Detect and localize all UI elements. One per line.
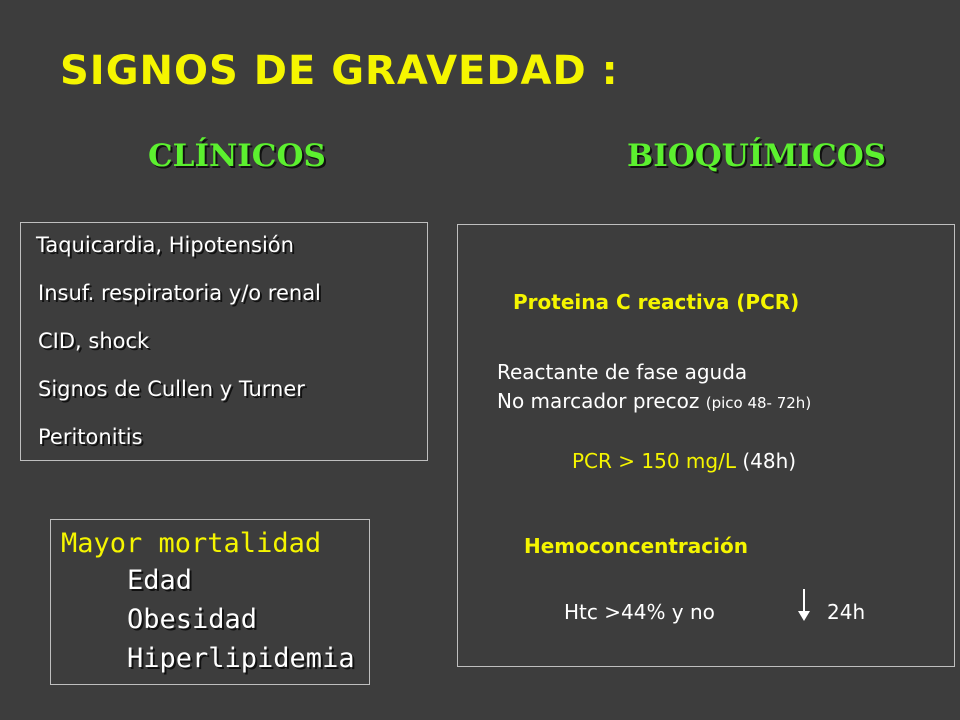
- pcr-title: Proteina C reactiva (PCR): [513, 290, 800, 314]
- hemo-title: Hemoconcentración: [524, 534, 748, 558]
- mortalidad-item: Edad: [127, 565, 193, 596]
- mortalidad-item: Hiperlipidemia: [127, 643, 355, 674]
- clinicos-item: Insuf. respiratoria y/o renal: [38, 281, 321, 305]
- slide-title: SIGNOS DE GRAVEDAD :: [60, 48, 619, 94]
- clinicos-heading: CLÍNICOS: [148, 138, 326, 174]
- htc-left: Htc >44% y no: [564, 600, 715, 624]
- pcr-threshold-time: (48h): [735, 449, 797, 473]
- clinicos-item: Peritonitis: [38, 425, 143, 449]
- pcr-line-2: [497, 389, 811, 413]
- bioquimicos-heading: BIOQUÍMICOS: [627, 138, 887, 174]
- mortalidad-heading: Mayor mortalidad: [61, 528, 322, 559]
- clinicos-item: CID, shock: [38, 329, 150, 353]
- clinicos-item: Taquicardia, Hipotensión: [36, 233, 294, 257]
- htc-right: 24h: [827, 600, 866, 624]
- mortalidad-box: [50, 519, 370, 685]
- clinicos-list: [20, 222, 428, 461]
- mortalidad-item: Obesidad: [127, 604, 258, 635]
- pcr-line-1: Reactante de fase aguda: [497, 360, 748, 384]
- pcr-line-2-small: (pico 48- 72h): [705, 394, 812, 412]
- pcr-threshold-value: PCR > 150 mg/L: [572, 449, 736, 473]
- pcr-line-2-main: No marcador precoz: [497, 389, 706, 413]
- pcr-threshold: [572, 449, 796, 473]
- clinicos-item: Signos de Cullen y Turner: [38, 377, 305, 401]
- down-arrow-icon: [797, 589, 811, 623]
